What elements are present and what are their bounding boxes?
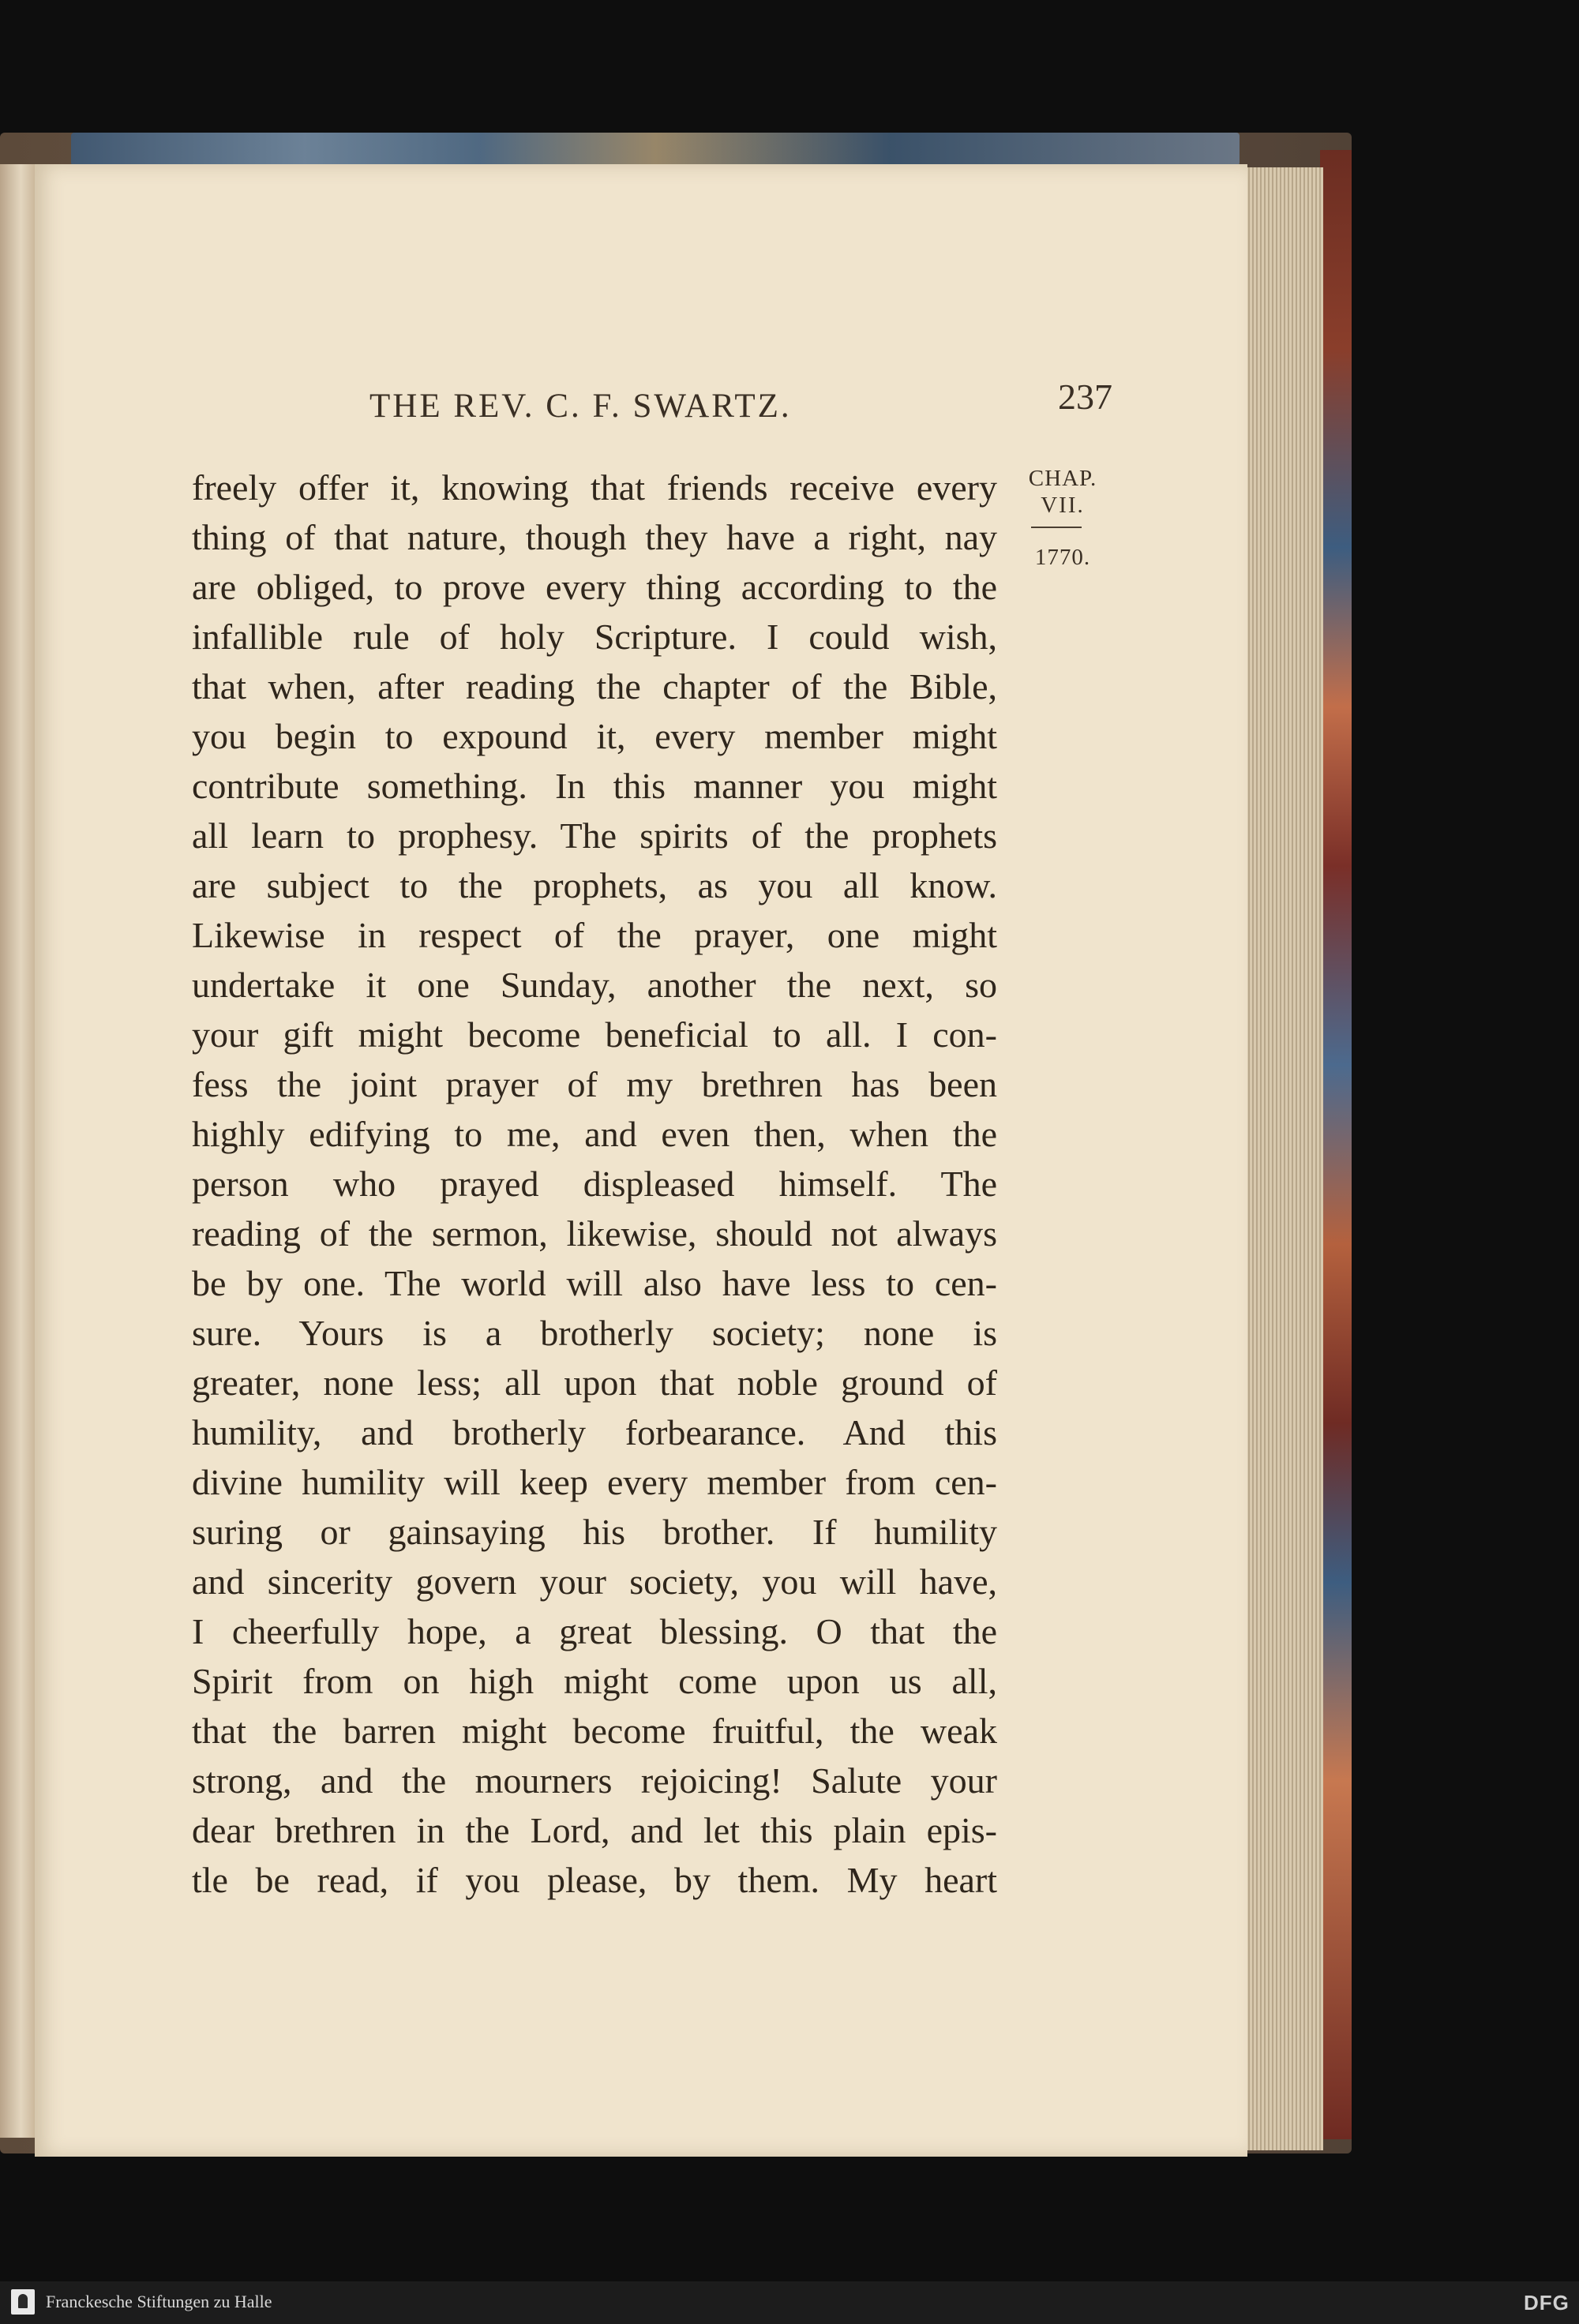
text-line: fess the joint prayer of my brethren has been [192,1064,997,1104]
text-line: freely offer it, knowing that friends receive every [192,467,997,508]
text-line: highly edifying to me, and even then, when the [192,1114,997,1154]
page-number: 237 [1058,377,1112,417]
text-line: reading of the sermon, likewise, should not always [192,1213,997,1254]
text-line: thing of that nature, though they have a right, nay [192,517,997,557]
text-line: sure. Yours is a brotherly society; none is [192,1313,997,1353]
text-line: strong, and the mourners rejoicing! Salute your [192,1760,997,1801]
text-line: greater, none less; all upon that noble ground of [192,1363,997,1403]
text-line: suring or gainsaying his brother. If humility [192,1512,997,1552]
text-line: your gift might become beneficial to all. I con- [192,1014,997,1055]
page-block-edges [1246,167,1323,2150]
margin-rule [1031,527,1082,528]
text-line: person who prayed displeased himself. The [192,1164,997,1204]
text-line: are subject to the prophets, as you all know. [192,865,997,905]
margin-year: 1770. [1034,545,1091,570]
text-line: all learn to prophesy. The spirits of the prophets [192,815,997,856]
margin-chapter-number: VII. [1041,493,1085,518]
institution-logo-icon [11,2289,35,2315]
facing-page-edge [0,164,35,2138]
text-line: that the barren might become fruitful, the weak [192,1711,997,1751]
text-line: and sincerity govern your society, you will have, [192,1561,997,1602]
text-line: that when, after reading the chapter of the Bible, [192,666,997,707]
body-text [192,463,997,1905]
text-line: undertake it one Sunday, another the next, so [192,965,997,1005]
text-line: be by one. The world will also have less to cen- [192,1263,997,1303]
running-title: THE REV. C. F. SWARTZ. [369,388,792,425]
marbled-edge-top [71,133,1240,166]
institution-name[interactable]: Franckesche Stiftungen zu Halle [46,2292,272,2311]
text-line: I cheerfully hope, a great blessing. O that the [192,1611,997,1651]
text-line: dear brethren in the Lord, and let this plain epis- [192,1810,997,1850]
text-line: divine humility will keep every member from cen- [192,1462,997,1502]
text-line: you begin to expound it, every member might [192,716,997,756]
text-line: tle be read, if you please, by them. My heart [192,1860,997,1900]
text-line: Likewise in respect of the prayer, one might [192,915,997,955]
text-line: infallible rule of holy Scripture. I could wish, [192,617,997,657]
dfg-badge: DFG [1524,2291,1570,2315]
margin-chapter-label: CHAP. [1028,466,1097,491]
text-line: contribute something. In this manner you might [192,766,997,806]
text-line: Spirit from on high might come upon us all, [192,1661,997,1701]
marbled-edge-right [1320,150,1352,2139]
text-line: humility, and brotherly forbearance. And this [192,1412,997,1452]
text-line: are obliged, to prove every thing according to the [192,567,997,607]
